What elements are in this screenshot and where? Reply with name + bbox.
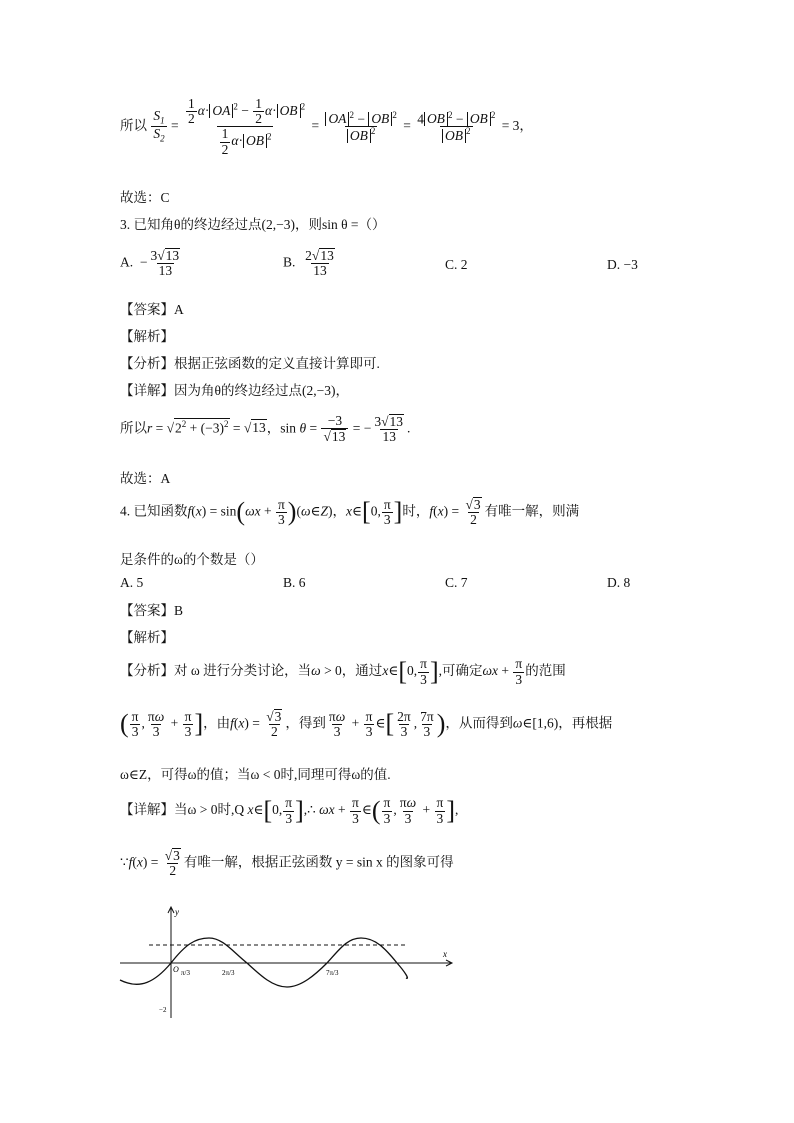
tick-7pi-3: 7π/3 bbox=[326, 969, 339, 977]
q3-option-a: A. − $\frac{3√13}{13}$ bbox=[120, 248, 180, 279]
analysis-4-line2: ( $\frac{\pi}{3}$ , $\frac{\pi\omega}{3}$ + $\frac{\pi}{3}$ ]，由f(x) = $\frac{√3}{2}$ ，得到 $\frac{\pi\omega}{3}$ + $\frac{\pi}{3}$ ∈[ $\frac{2\pi}{3}$ , $\frac{7\pi}{3}$ )，从而得到ω∈[1,6)，再根据 bbox=[120, 708, 613, 740]
origin-label: O bbox=[173, 965, 179, 974]
q4-option-c: C. 7 bbox=[445, 575, 468, 590]
q4-option-a: A. 5 bbox=[120, 575, 144, 590]
analysis-4-line1: 【分析】对 ω 进行分类讨论，当ω > 0，通过x∈[0, $\frac{\pi}{3}$ ],可确定ωx + $\frac{\pi}{3}$ 的范围 bbox=[120, 656, 566, 687]
answer-choice-c: 故选：C bbox=[120, 190, 170, 205]
q4-option-d: D. 8 bbox=[607, 575, 631, 590]
answer-choice-a: 故选：A bbox=[120, 471, 171, 486]
analysis-4-header: 【解析】 bbox=[120, 630, 174, 645]
q4-option-b: B. 6 bbox=[283, 575, 306, 590]
sine-graph bbox=[115, 900, 460, 1025]
analysis-4-line3: ω∈Z，可得ω的值；当ω < 0时,同理可得ω的值. bbox=[120, 767, 391, 782]
q3-option-b: B. $\frac{2√13}{13}$ bbox=[283, 248, 334, 279]
detail-4-line1: 【详解】当ω > 0时,Q x∈[0, $\frac{\pi}{3}$ ],∴ ωx + $\frac{\pi}{3}$ ∈( $\frac{\pi}{3}$ , $\frac{\pi\omega}{3}$ + $\frac{\pi}{3}$ ], bbox=[120, 795, 459, 826]
detail-4-line2: ∵f(x) = $\frac{√3}{2}$ 有唯一解，根据正弦函数 y = sin x 的图象可得 bbox=[120, 848, 454, 879]
q3-option-d: D. −3 bbox=[607, 257, 638, 272]
analysis-3-header: 【解析】 bbox=[120, 329, 174, 344]
answer-4: 【答案】B bbox=[120, 603, 184, 618]
q3-option-c: C. 2 bbox=[445, 257, 468, 272]
question-4-line2: 足条件的ω的个数是（） bbox=[120, 552, 264, 567]
answer-3: 【答案】A bbox=[120, 302, 184, 317]
tick-pi-3: π/3 bbox=[181, 969, 190, 977]
y-axis-label: y bbox=[175, 907, 179, 917]
question-4: 4. 已知函数f(x) = sin(ωx + $\frac{\pi}{3}$ )(ω∈Z)，x∈[0, $\frac{\pi}{3}$ ]时，f(x) = $\frac{√3}{2}$ 有唯一解，则满 bbox=[120, 496, 580, 528]
question-3: 3. 已知角θ的终边经过点(2,−3)，则sin θ =（） bbox=[120, 217, 386, 232]
detail-3-calc: 所以$r = √2^2 + (-3)^2 = √13$，sin θ = $\frac{-3}{√13}$ = − $\frac{3√13}{13}$ . bbox=[120, 413, 411, 445]
analysis-3: 【分析】根据正弦函数的定义直接计算即可. bbox=[120, 356, 380, 371]
tick-2pi-3: 2π/3 bbox=[222, 969, 235, 977]
y-tick-neg2: −2 bbox=[159, 1006, 167, 1014]
x-axis-label: x bbox=[443, 949, 447, 959]
ratio-formula: 所以 $\frac{S_1}{S_2}$ = $\frac{1}{2}$ α· OA $^2$ − $\frac{1}{2}$ α· OB $^2$ $\frac{1}{2}$ α· OB $^2$ = $\frac{OA ^2 - OB ^2}{OB ^2}$ = $\frac{4 OB ^2 - OB ^2}{OB ^2}$ = 3， bbox=[120, 96, 533, 157]
detail-3: 【详解】因为角θ的终边经过点(2,−3)， bbox=[120, 383, 349, 398]
